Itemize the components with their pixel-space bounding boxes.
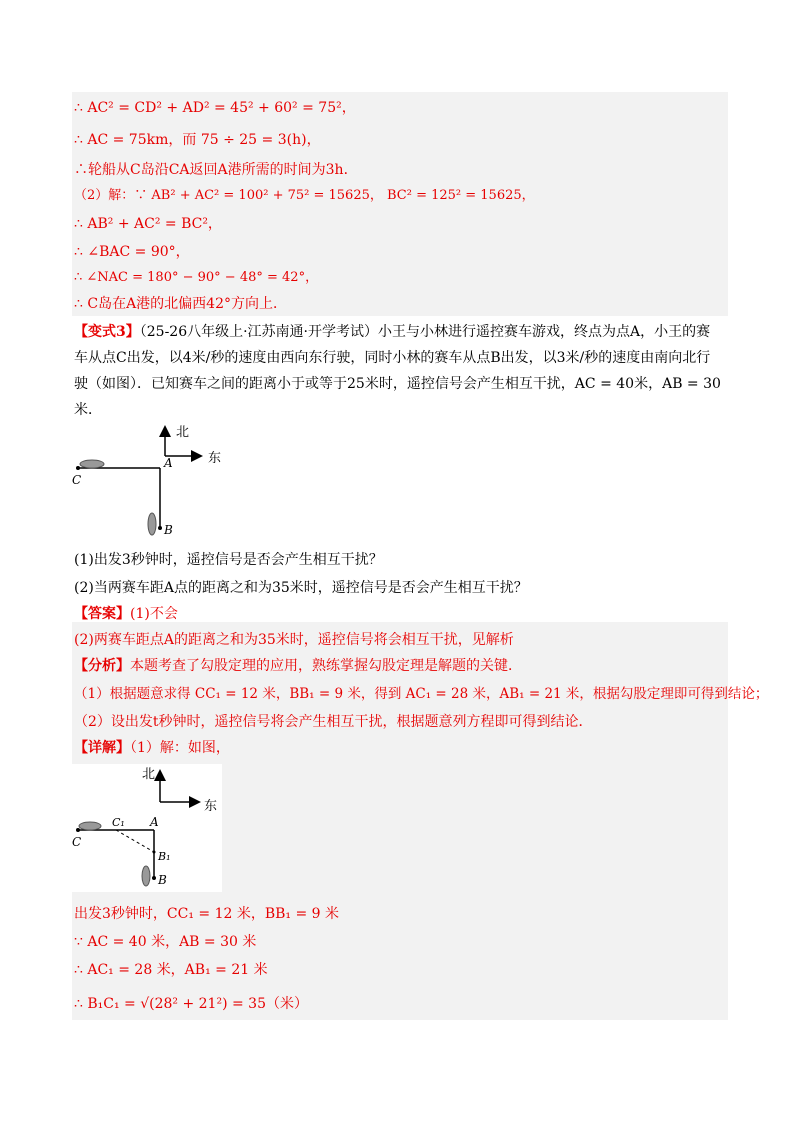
problem-line-4: 米．: [74, 402, 102, 418]
detail-line: [74, 738, 230, 758]
label-c: C: [72, 473, 82, 487]
solution-step-4: ∴ B₁C₁ = √(28² + 21²) = 35（米）: [74, 996, 308, 1012]
variant-label: 【变式3】: [74, 324, 140, 340]
analysis-line: [74, 656, 522, 676]
detail-text: （1）解：如图，: [130, 740, 230, 756]
step-part2-start: （2）解：∵ AB² + AC² = 100² + 75² = 15625， BC² = 125² = 15625，: [74, 188, 535, 203]
answer-2: (2)两赛车距点A的距离之和为35米时，遥控信号将会相互干扰，见解析: [74, 632, 514, 648]
point-b1: [153, 851, 156, 854]
question-2: (2)当两赛车距A点的距离之和为35米时，遥控信号是否会产生相互干扰？: [74, 580, 528, 596]
step-angle-bac: ∴ ∠BAC = 90°，: [74, 244, 190, 260]
solution-step-2: ∵ AC = 40 米，AB = 30 米: [74, 934, 257, 950]
step-angle-nac: ∴ ∠NAC = 180° − 90° − 48° = 42°，: [74, 270, 319, 285]
analysis-label: 【分析】: [74, 658, 130, 674]
label-b: B: [164, 523, 173, 537]
car-icon-b: [148, 513, 156, 535]
point-b-2: [152, 876, 156, 880]
point-c-2: [76, 828, 80, 832]
label-b1: B₁: [158, 850, 171, 863]
analysis-2: （2）设出发t秒钟时，遥控信号将会产生相互干扰，根据题意列方程即可得到结论．: [74, 714, 593, 730]
step-time: ∴轮船从C岛沿CA返回A港所需的时间为3h．: [74, 162, 358, 178]
east-label: 东: [208, 451, 222, 466]
label-c-2: C: [72, 835, 82, 849]
figure-1: [72, 420, 242, 550]
car-icon-b-2: [142, 866, 150, 886]
question-1: (1)出发3秒钟时，遥控信号是否会产生相互干扰？: [74, 552, 383, 568]
problem-line-1: [74, 322, 710, 342]
problem-line-2: 车从点C出发，以4米/秒的速度由西向东行驶，同时小林的赛车从点B出发，以3米/秒的速度由南向北行: [74, 350, 711, 366]
label-b-2: B: [158, 873, 167, 887]
label-c1: C₁: [112, 816, 125, 829]
label-a-2: A: [150, 815, 159, 829]
figure-2: [72, 764, 222, 892]
analysis-text: 本题考查了勾股定理的应用，熟练掌握勾股定理是解题的关键．: [130, 658, 522, 674]
step-ac-squared: ∴ AC² = CD² + AD² = 45² + 60² = 75²，: [74, 100, 356, 116]
solution-step-1: 出发3秒钟时，CC₁ = 12 米，BB₁ = 9 米: [74, 906, 340, 922]
solution-step-3: ∴ AC₁ = 28 米，AB₁ = 21 米: [74, 962, 268, 978]
step-direction: ∴ C岛在A港的北偏西42°方向上．: [74, 296, 287, 312]
point-b: [158, 526, 162, 530]
point-c: [76, 466, 80, 470]
step-ac-value: ∴ AC = 75km，而 75 ÷ 25 = 3(h)，: [74, 132, 321, 148]
label-a: A: [164, 456, 173, 470]
north-label: 北: [176, 425, 190, 440]
step-pythag-converse: ∴ AB² + AC² = BC²，: [74, 216, 222, 232]
problem-text-1: （25-26八年级上·江苏南通·开学考试）小王与小林进行遥控赛车游戏，终点为点A，小王的赛: [139, 324, 711, 340]
car-icon-c-2: [79, 822, 101, 830]
car-icon-c: [80, 460, 104, 468]
answer-1: (1)不会: [130, 606, 178, 622]
segment-c1b1: [116, 830, 154, 852]
east-label-2: 东: [204, 799, 218, 814]
problem-line-3: 驶（如图）．已知赛车之间的距离小于或等于25米时，遥控信号会产生相互干扰，AC = 40米，AB = 30: [74, 376, 721, 392]
north-label-2: 北: [142, 767, 156, 782]
analysis-1: （1）根据题意求得 CC₁ = 12 米，BB₁ = 9 米，得到 AC₁ = 28 米，AB₁ = 21 米，根据勾股定理即可得到结论；: [74, 686, 769, 702]
answer-label: 【答案】: [74, 606, 130, 622]
detail-label: 【详解】: [74, 740, 130, 756]
answer-line-1: [74, 604, 178, 624]
